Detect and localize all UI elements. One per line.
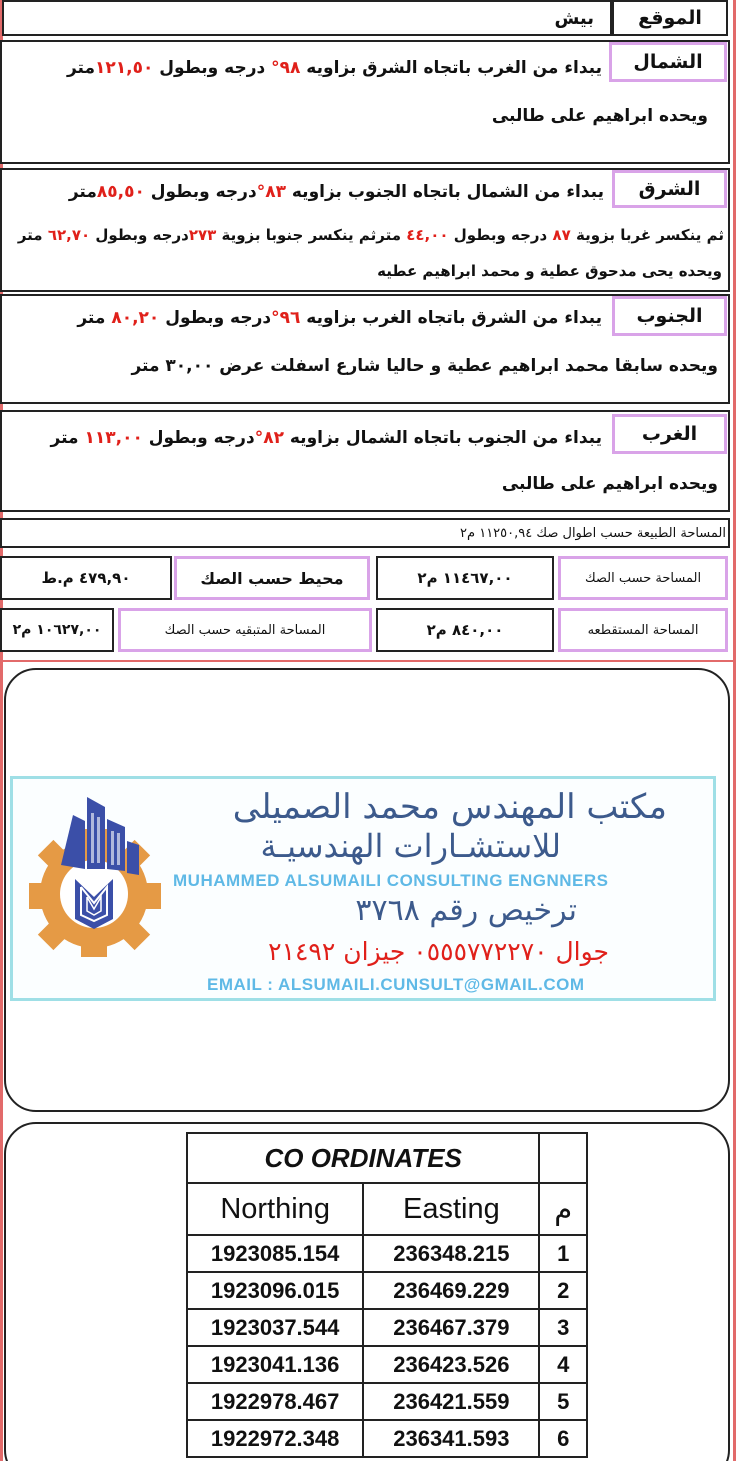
point-number-cell: 2 [539,1272,587,1309]
north-label: الشمال [609,42,727,82]
stamp-license: ترخيص رقم ٣٧٦٨ [355,893,577,928]
table-row [187,1383,587,1420]
easting-header: Easting [363,1183,539,1235]
south-line-2: ويحده سابقا محمد ابراهيم عطية و حاليا شارع اسفلت عرض ٣٠,٠٠ متر [131,356,718,376]
stamp-name-english: MUHAMMED ALSUMAILI CONSULTING ENGNNERS [173,871,609,890]
table-row [187,1272,587,1309]
stamp-contact: جوال ٠٥٥٥٧٧٢٢٧٠ جيزان ٢١٤٩٢ [268,937,609,966]
deducted-area-value: ٨٤٠,٠٠ م٢ [376,608,554,652]
right-border-line [733,0,736,1461]
deed-area-label: المساحة حسب الصك [558,556,728,600]
table-row [187,1309,587,1346]
deed-area-value: ١١٤٦٧,٠٠ م٢ [376,556,554,600]
north-line-1: يبداء من الغرب باتجاه الشرق بزاويه ٩٨° درجه وبطول ١٢١,٥٠متر [66,58,602,78]
coordinates-title: CO ORDINATES [187,1133,539,1183]
coordinates-title-spacer [539,1133,587,1183]
northing-cell: 1923037.544 [187,1309,363,1346]
number-header: م [539,1183,587,1235]
south-line-1: يبداء من الشرق باتجاه الغرب بزاويه ٩٦°درجه وبطول ٨٠,٢٠ متر [77,308,602,328]
point-number-cell: 3 [539,1309,587,1346]
northing-cell: 1923085.154 [187,1235,363,1272]
point-number-cell: 5 [539,1383,587,1420]
west-line-2: ويحده ابراهيم على طالبى [501,474,718,494]
easting-cell: 236421.559 [363,1383,539,1420]
easting-cell: 236423.526 [363,1346,539,1383]
east-line-2: ثم ينكسر غربا بزوية ٨٧ درجه وبطول ٤٤,٠٠ مترثم ينكسر جنوبا بزوية ٢٧٣درجه وبطول ٦٢,٧٠ متر [17,226,724,244]
northing-header: Northing [187,1183,363,1235]
perimeter-label: محيط حسب الصك [174,556,370,600]
east-line-1: يبداء من الشمال باتجاه الجنوب بزاويه ٨٣°درجه وبطول ٨٥,٥٠متر [68,182,604,202]
natural-area-row [0,518,730,548]
west-line-1: يبداء من الجنوب باتجاه الشمال بزاويه ٨٢°درجه وبطول ١١٣,٠٠ متر [50,428,602,448]
section-divider [0,660,736,662]
north-line-2: ويحده ابراهيم على طالبى [491,106,708,126]
remaining-area-value: ١٠٦٢٧,٠٠ م٢ [0,608,114,652]
office-stamp [10,776,716,1001]
northing-cell: 1922972.348 [187,1420,363,1457]
point-number-cell: 1 [539,1235,587,1272]
east-label: الشرق [612,170,727,208]
easting-cell: 236341.593 [363,1420,539,1457]
south-label: الجنوب [612,296,727,336]
company-logo-icon [21,787,171,962]
point-number-cell: 4 [539,1346,587,1383]
northing-cell: 1923096.015 [187,1272,363,1309]
coordinates-table [186,1132,588,1458]
table-row [187,1420,587,1457]
northing-cell: 1923041.136 [187,1346,363,1383]
northing-cell: 1922978.467 [187,1383,363,1420]
stamp-name-arabic: مكتب المهندس محمد الصميلى [232,787,667,827]
perimeter-value: ٤٧٩,٩٠ م.ط [0,556,172,600]
location-value: بيش [554,8,594,29]
remaining-area-label: المساحة المتبقيه حسب الصك [118,608,372,652]
west-label: الغرب [612,414,727,454]
easting-cell: 236469.229 [363,1272,539,1309]
location-label: الموقع [612,0,728,36]
easting-cell: 236348.215 [363,1235,539,1272]
stamp-email: EMAIL : ALSUMAILI.CUNSULT@GMAIL.COM [207,975,585,994]
table-row [187,1346,587,1383]
point-number-cell: 6 [539,1420,587,1457]
location-value-cell [2,0,612,36]
easting-cell: 236467.379 [363,1309,539,1346]
deducted-area-label: المساحة المستقطعه [558,608,728,652]
stamp-title-arabic: للاستشـارات الهندسيـة [260,827,561,865]
natural-area-text: المساحة الطبيعة حسب اطوال صك ١١٢٥٠,٩٤ م٢ [460,526,726,541]
east-line-3: ويحده يحى مدحوق عطية و محمد ابراهيم عطيه [377,262,722,280]
table-row [187,1235,587,1272]
